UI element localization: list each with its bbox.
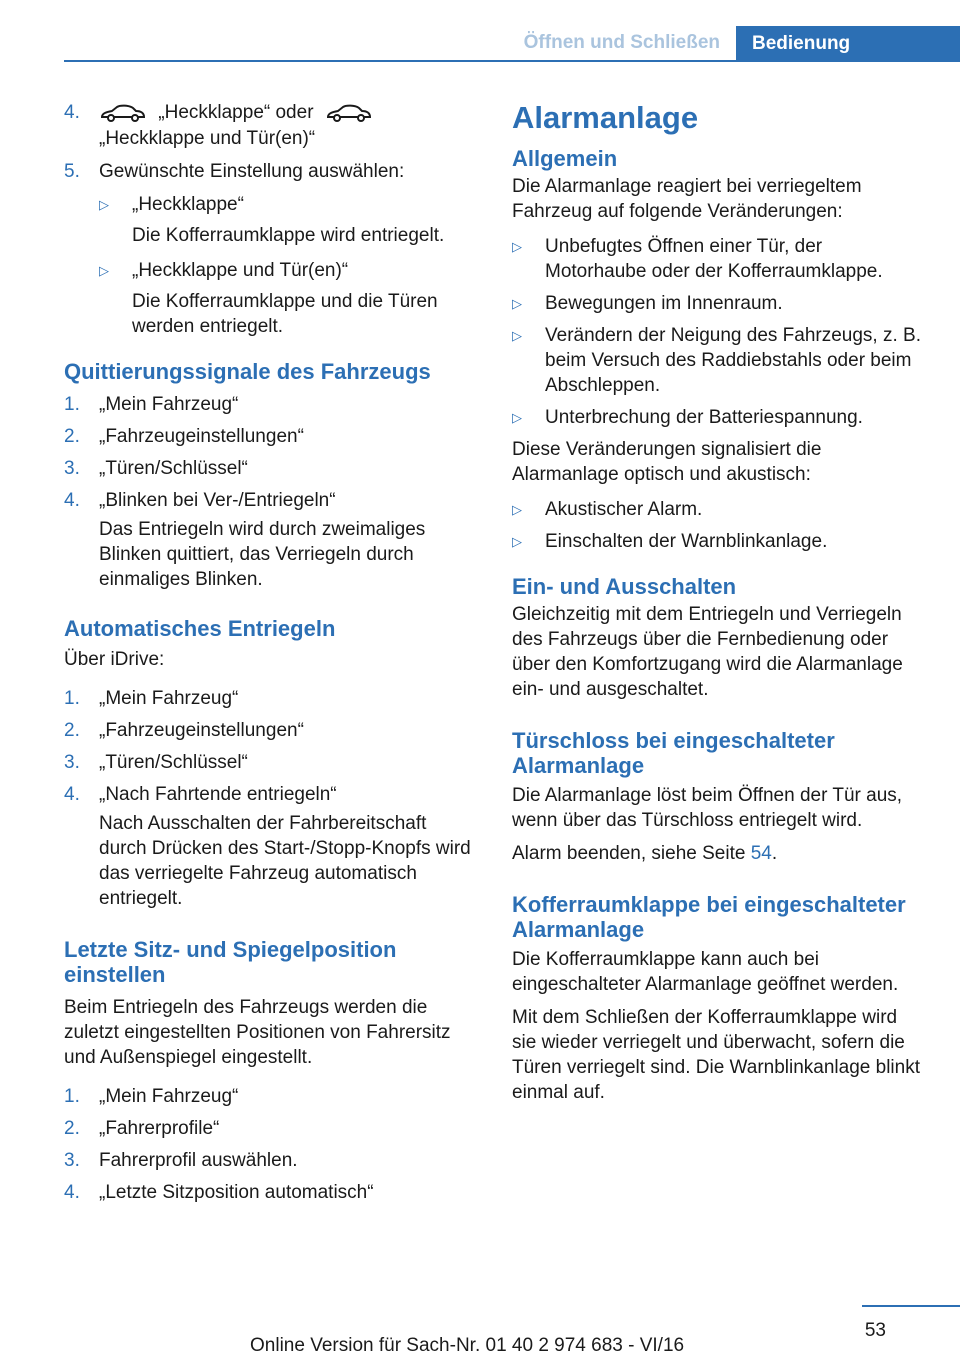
auto-note: Nach Ausschalten der Fahrbereitschaft durch Drücken des Start-/Stopp-Knopfs wird das verriegelte Fahrzeug automatisch entriegelt. (99, 813, 471, 909)
list-item (512, 291, 926, 316)
heading-onoff: Ein- und Ausschalten (512, 574, 737, 599)
item-text: „Fahrerprofile“ (99, 1118, 220, 1139)
onoff-text: Gleichzeitig mit dem Entriegeln und Verriegeln des Fahrzeugs über die Fernbedienung oder über den Komfortzugang wird die Alarmanlage ein- und ausgeschaltet. (512, 604, 903, 700)
list-number: 3. (64, 752, 80, 773)
triangle-bullet-icon: ▷ (512, 328, 522, 343)
list-item (512, 497, 926, 522)
list-item (64, 718, 478, 743)
list-item (64, 782, 478, 807)
item-text: Verändern der Neigung des Fahrzeugs, z. B. beim Versuch des Raddiebstahls oder beim Abschleppen. (545, 325, 922, 396)
car-trunk-icon (99, 103, 147, 123)
heading-doorlock: Türschloss bei eingeschalteter Alarmanlage (512, 728, 835, 778)
list-item (64, 1148, 478, 1173)
chapter-tab: Bedienung (736, 26, 960, 62)
item-text: Fahrerprofil auswählen. (99, 1150, 298, 1171)
list-item (512, 529, 926, 554)
list-item (64, 456, 478, 481)
item-text: Gewünschte Einstellung auswählen: (99, 161, 405, 182)
heading-general: Allgemein (512, 146, 618, 171)
list-number: 2. (64, 1118, 80, 1139)
list-item (64, 159, 478, 184)
list-number: 5. (64, 161, 80, 182)
item-text: „Blinken bei Ver-/Entriegeln“ (99, 490, 336, 511)
heading-auto-unlock: Automatisches Entriegeln (64, 616, 336, 641)
trunk-text-1: Die Kofferraumklappe kann auch bei eingeschalteter Alarmanlage geöffnet werden. (512, 949, 899, 995)
header-rule (64, 60, 960, 62)
item-text: „Heckklappe“ oder (158, 102, 314, 123)
item-text: Einschalten der Warnblinkanlage. (545, 531, 828, 552)
item-text: Akustischer Alarm. (545, 499, 703, 520)
sub-item-title: „Heckklappe und Tür(en)“ (132, 260, 349, 281)
lock-text: Die Alarmanlage löst beim Öffnen der Tür aus, wenn über das Türschloss entriegelt wird. (512, 785, 903, 831)
list-item (512, 323, 926, 398)
item-text: „Fahrzeugeinstellungen“ (99, 720, 304, 741)
list-number: 3. (64, 1150, 80, 1171)
quit-list (64, 392, 478, 513)
triangle-bullet-icon: ▷ (512, 502, 522, 517)
list-item (64, 392, 478, 417)
item-text: Unterbrechung der Batteriespannung. (545, 407, 863, 428)
heading-quittierung: Quittierungssignale des Fahrzeugs (64, 359, 431, 384)
item-text: „Türen/Schlüssel“ (99, 458, 248, 479)
item-text: „Fahrzeugeinstellungen“ (99, 426, 304, 447)
triangle-bullet-icon: ▷ (512, 410, 522, 425)
item-text: „Mein Fahrzeug“ (99, 688, 239, 709)
car-trunk-door-icon (325, 103, 373, 123)
lock-ref-prefix: Alarm beenden, siehe Seite (512, 843, 746, 864)
right-column (512, 100, 926, 1105)
list-item (64, 750, 478, 775)
sub-item-desc: Die Kofferraumklappe und die Türen werden entriegelt. (132, 291, 438, 337)
sub-item (99, 192, 478, 248)
list-number: 1. (64, 394, 80, 415)
section-title: Öffnen und Schließen (523, 32, 720, 53)
sub-item-desc: Die Kofferraumklappe wird entriegelt. (132, 225, 445, 246)
list-item (64, 1180, 478, 1205)
list-number: 3. (64, 458, 80, 479)
changes-list (512, 234, 926, 430)
item-text: „Mein Fahrzeug“ (99, 1086, 239, 1107)
heading-trunk: Kofferraumklappe bei eingeschalteter Alarmanlage (512, 892, 906, 942)
signals-list (512, 497, 926, 554)
triangle-bullet-icon: ▷ (99, 263, 109, 278)
auto-intro: Über iDrive: (64, 649, 165, 670)
signal-text: Diese Veränderungen signalisiert die Alarmanlage optisch und akustisch: (512, 439, 822, 485)
list-item (64, 1116, 478, 1141)
lock-ref-suffix: . (771, 843, 778, 864)
footer-rule (862, 1305, 960, 1307)
triangle-bullet-icon: ▷ (512, 296, 522, 311)
auto-list (64, 686, 478, 807)
list-item (512, 405, 926, 430)
list-number: 4. (64, 102, 80, 123)
item-text: Bewegungen im Innenraum. (545, 293, 783, 314)
item-text-line2: „Heckklappe und Tür(en)“ (99, 128, 316, 149)
item-text: Unbefugtes Öffnen einer Tür, der Motorhaube oder der Kofferraumklappe. (545, 236, 883, 282)
list-item (512, 234, 926, 284)
page-number: 53 (864, 1320, 886, 1341)
list-number: 4. (64, 1182, 80, 1203)
triangle-bullet-icon: ▷ (99, 197, 109, 212)
heading-seat-mirror: Letzte Sitz- und Spiegelposition einstellen (64, 937, 397, 987)
general-text: Die Alarmanlage reagiert bei verriegeltem Fahrzeug auf folgende Veränderungen: (512, 176, 862, 222)
list-item (64, 424, 478, 449)
trunk-text-2: Mit dem Schließen der Kofferraumklappe wird sie wieder verriegelt und überwacht, sofern die Türen verriegelt sind. Die Warnblinkanlage blinkt einmal auf. (512, 1007, 920, 1103)
item-text: „Letzte Sitzposition automatisch“ (99, 1182, 374, 1203)
list-item (64, 686, 478, 711)
triangle-bullet-icon: ▷ (512, 534, 522, 549)
list-item (64, 488, 478, 513)
item-text: „Nach Fahrtende entriegeln“ (99, 784, 337, 805)
list-number: 4. (64, 784, 80, 805)
list-number: 2. (64, 426, 80, 447)
heading-alarm: Alarmanlage (512, 100, 699, 135)
lock-reference (512, 841, 926, 866)
sub-item (99, 258, 478, 339)
left-column (64, 100, 478, 1212)
sub-list (64, 192, 478, 339)
item-text: „Mein Fahrzeug“ (99, 394, 239, 415)
seat-list (64, 1084, 478, 1205)
triangle-bullet-icon: ▷ (512, 239, 522, 254)
list-number: 2. (64, 720, 80, 741)
sub-item-title: „Heckklappe“ (132, 194, 244, 215)
list-number: 1. (64, 688, 80, 709)
footer-text: Online Version für Sach-Nr. 01 40 2 974 683 - VI/16 (250, 1335, 685, 1356)
list-number: 4. (64, 490, 80, 511)
list-item (64, 1084, 478, 1109)
quit-note: Das Entriegeln wird durch zweimaliges Blinken quittiert, das Verriegeln durch einmaliges Blinken. (99, 519, 426, 590)
seat-text: Beim Entriegeln des Fahrzeugs werden die zuletzt eingestellten Positionen von Fahrersitz und Außenspiegel eingestellt. (64, 997, 451, 1068)
list-number: 1. (64, 1086, 80, 1107)
page-link[interactable]: 54 (750, 843, 772, 864)
page-header (0, 0, 960, 62)
item-text: „Türen/Schlüssel“ (99, 752, 248, 773)
list-item (64, 100, 478, 152)
